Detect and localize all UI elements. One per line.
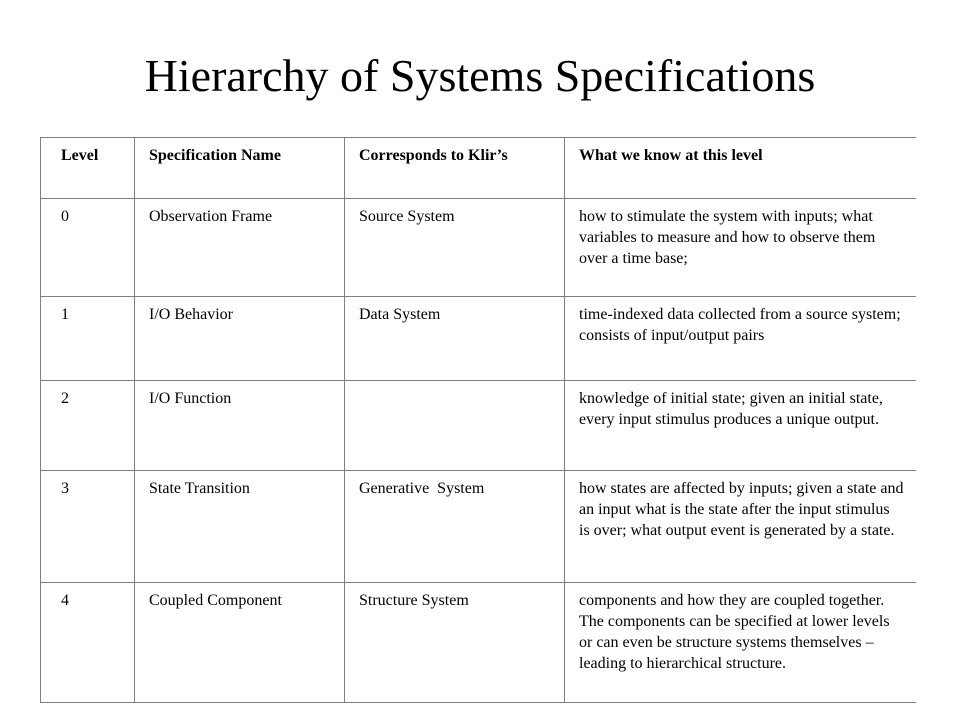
cell-knowledge: components and how they are coupled together. The components can be specified at lower levels or can even be structure systems themselves – leading to hierarchical structure. — [565, 583, 917, 703]
slide-title: Hierarchy of Systems Specifications — [144, 50, 816, 101]
cell-specification-name: Coupled Component — [135, 583, 345, 703]
cell-klir-system — [345, 381, 565, 471]
cell-klir-system: Structure System — [345, 583, 565, 703]
header-level: Level — [41, 138, 135, 199]
table-row — [41, 199, 917, 297]
cell-level: 0 — [41, 199, 135, 297]
header-corresponds-to-klirs: Corresponds to Klir’s — [345, 138, 565, 199]
table-header-row — [41, 138, 917, 199]
cell-specification-name: I/O Behavior — [135, 297, 345, 381]
cell-specification-name: Observation Frame — [135, 199, 345, 297]
cell-level: 1 — [41, 297, 135, 381]
specification-table — [40, 137, 916, 720]
header-what-we-know: What we know at this level — [565, 138, 917, 199]
cell-level: 3 — [41, 471, 135, 583]
cell-level: 2 — [41, 381, 135, 471]
cell-knowledge: knowledge of initial state; given an initial state, every input stimulus produces a unique output. — [565, 381, 917, 471]
table-row — [41, 583, 917, 703]
cell-specification-name: State Transition — [135, 471, 345, 583]
cell-klir-system: Data System — [345, 297, 565, 381]
table-row — [41, 297, 917, 381]
cell-knowledge: how to stimulate the system with inputs; what variables to measure and how to observe them over a time base; — [565, 199, 917, 297]
cell-knowledge: how states are affected by inputs; given a state and an input what is the state after the input stimulus is over; what output event is generated by a state. — [565, 471, 917, 583]
cell-knowledge: time-indexed data collected from a source system; consists of input/output pairs — [565, 297, 917, 381]
cell-level: 4 — [41, 583, 135, 703]
cell-klir-system: Generative System — [345, 471, 565, 583]
table-row — [41, 471, 917, 583]
cell-klir-system: Source System — [345, 199, 565, 297]
cell-specification-name: I/O Function — [135, 381, 345, 471]
header-specification-name: Specification Name — [135, 138, 345, 199]
table-row — [41, 381, 917, 471]
